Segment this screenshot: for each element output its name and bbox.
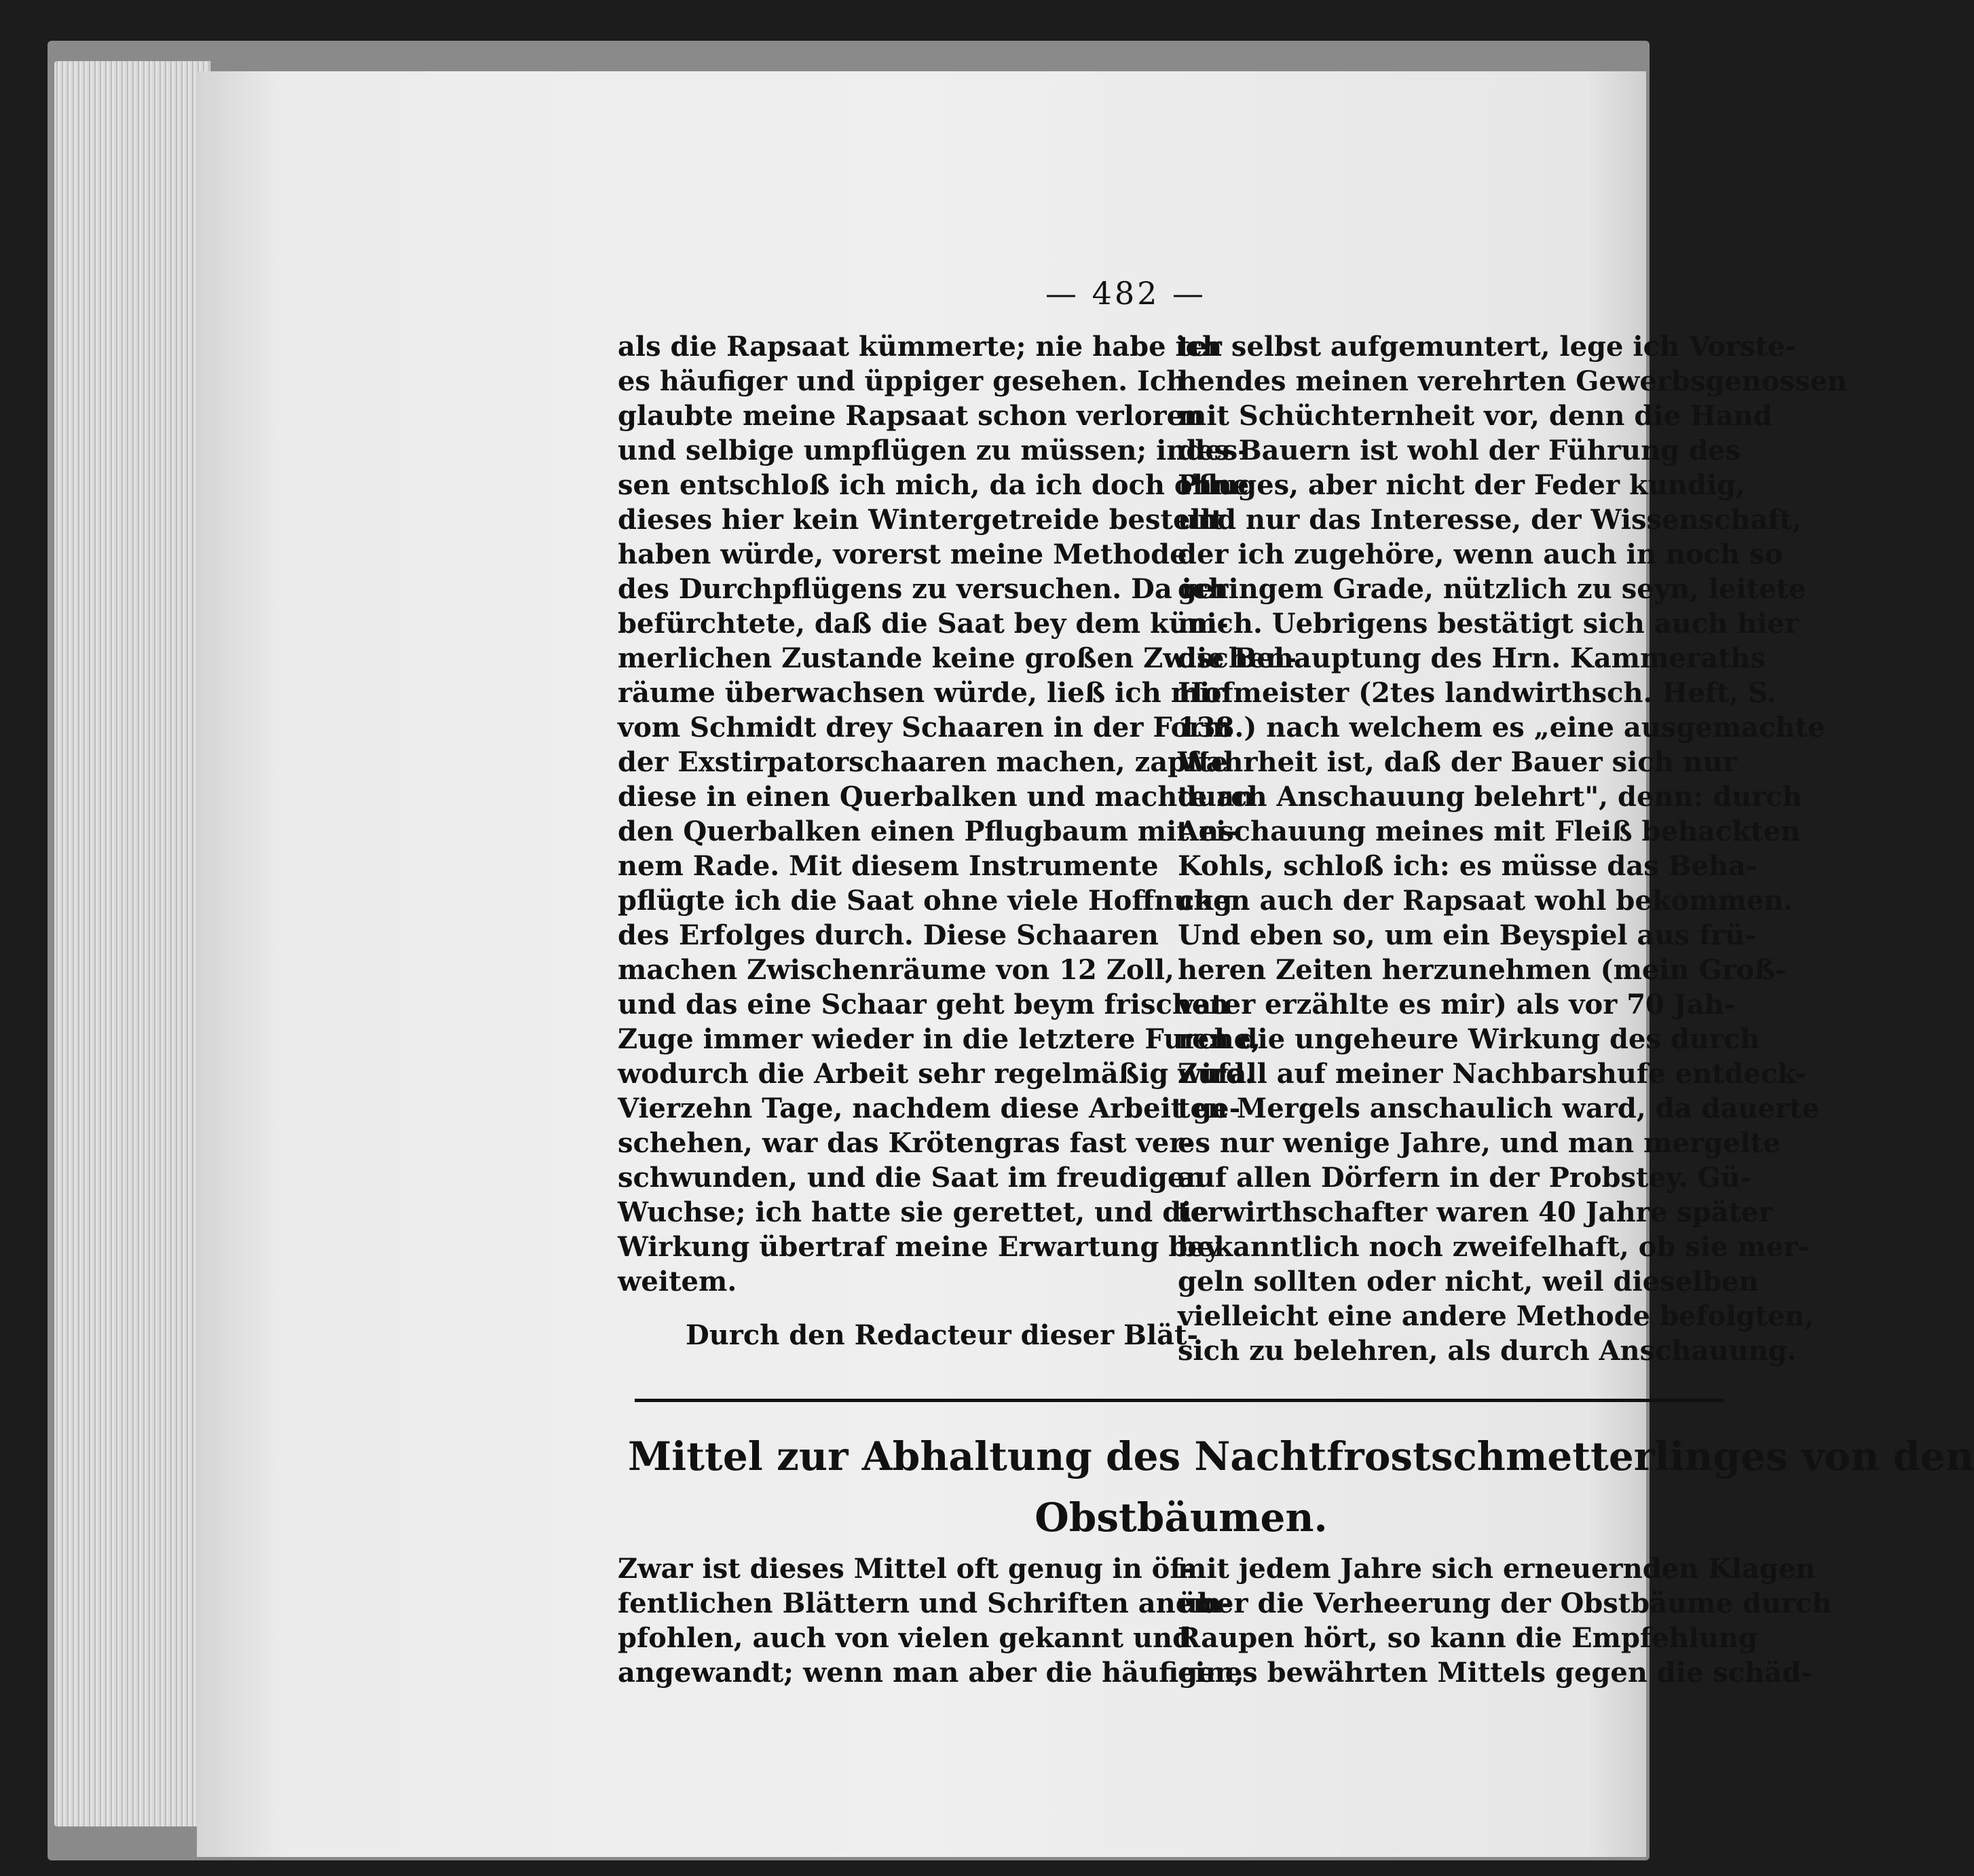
text-line: des Durchpflügens zu versuchen. Da ich (618, 573, 1229, 605)
text-line: 138.) nach welchem es „eine ausgemachte (1178, 712, 1825, 743)
text-line: hendes meinen verehrten Gewerbsgenossen (1178, 365, 1848, 397)
text-line: als die Rapsaat kümmerte; nie habe ich (618, 331, 1223, 363)
page-number: — 482 — (1045, 275, 1207, 312)
text-line: sen entschloß ich mich, da ich doch ohne (618, 469, 1250, 501)
text-line: vielleicht eine andere Methode befolgten, (1178, 1300, 1814, 1332)
text-line: glaubte meine Rapsaat schon verloren (618, 400, 1204, 432)
text-line: Wahrheit ist, daß der Bauer sich nur (1178, 746, 1737, 778)
page-edges (54, 61, 210, 1826)
text-line: eines bewährten Mittels gegen die schäd- (1178, 1657, 1812, 1689)
text-line: des Bauern ist wohl der Führung des (1178, 435, 1740, 466)
text-line: Pfluges, aber nicht der Feder kundig, (1178, 469, 1745, 501)
text-line: über die Verheerung der Obstbäume durch (1178, 1587, 1832, 1619)
text-line: Und eben so, um ein Beyspiel aus frü- (1178, 919, 1756, 951)
text-line: geringem Grade, nützlich zu seyn, leitete (1178, 573, 1806, 605)
text-line: Zuge immer wieder in die letztere Furche, (618, 1023, 1261, 1055)
text-line: vater erzählte es mir) als vor 70 Jah- (1178, 989, 1736, 1020)
text-line: pflügte ich die Saat ohne viele Hoffnung (618, 885, 1233, 917)
text-line: mich. Uebrigens bestätigt sich auch hier (1178, 608, 1799, 640)
text-line: schehen, war das Krötengras fast ver- (618, 1127, 1195, 1159)
text-line: Kohls, schloß ich: es müsse das Beha- (1178, 850, 1757, 882)
text-line: und selbige umpflügen zu müssen; indes- (618, 435, 1249, 466)
article-title-line: Mittel zur Abhaltung des Nachtfrostschmetterlinges von den (628, 1433, 1974, 1479)
text-line: Hofmeister (2tes landwirthsch. Heft, S. (1178, 677, 1776, 709)
text-line: mit jedem Jahre sich erneuernden Klagen (1178, 1553, 1816, 1585)
text-line: ter selbst aufgemuntert, lege ich Vorste- (1178, 331, 1797, 363)
editor-note: Durch den Redacteur dieser Blät- (686, 1319, 1199, 1351)
text-line: geln sollten oder nicht, weil dieselben (1178, 1266, 1759, 1298)
text-line: Raupen hört, so kann die Empfehlung (1178, 1622, 1757, 1654)
article-left-column (618, 1551, 1244, 1690)
text-line: weitem. (618, 1266, 737, 1298)
text-line: mit Schüchternheit vor, denn die Hand (1178, 400, 1772, 432)
text-line: Zufall auf meiner Nachbarshufe entdeck- (1178, 1058, 1806, 1090)
text-line: ren die ungeheure Wirkung des durch (1178, 1023, 1760, 1055)
text-line: der Exstirpatorschaaren machen, zapfte (618, 746, 1229, 778)
text-line: des Erfolges durch. Diese Schaaren (618, 919, 1159, 951)
article-title-line: Obstbäumen. (1035, 1494, 1328, 1541)
text-line: bekanntlich noch zweifelhaft, ob sie mer- (1178, 1231, 1809, 1263)
text-line: schwunden, und die Saat im freudigen (618, 1162, 1205, 1194)
text-line: cken auch der Rapsaat wohl bekommen. (1178, 885, 1793, 917)
text-line: befürchtete, daß die Saat bey dem küm- (618, 608, 1229, 640)
text-line: sich zu belehren, als durch Anschauung. (1178, 1335, 1797, 1367)
text-line: Anschauung meines mit Fleiß behackten (1178, 815, 1801, 847)
text-line: den Querbalken einen Pflugbaum mit ei- (618, 815, 1237, 847)
text-line: wodurch die Arbeit sehr regelmäßig wird. (618, 1058, 1254, 1090)
text-line: machen Zwischenräume von 12 Zoll, (618, 954, 1174, 986)
text-line: heren Zeiten herzunehmen (mein Groß- (1178, 954, 1787, 986)
left-column (618, 329, 1297, 1353)
text-line: die Behauptung des Hrn. Kammeraths (1178, 642, 1766, 674)
article-right-column (1178, 1551, 1832, 1690)
text-line: terwirthschafter waren 40 Jahre später (1178, 1196, 1773, 1228)
text-line: merlichen Zustande keine großen Zwischen- (618, 642, 1297, 674)
text-line: räume überwachsen würde, ließ ich mir (618, 677, 1225, 709)
text-line: nem Rade. Mit diesem Instrumente (618, 850, 1159, 882)
text-line: durch Anschauung belehrt", denn: durch (1178, 781, 1802, 813)
text-line: und nur das Interesse, der Wissenschaft, (1178, 504, 1802, 536)
text-line: angewandt; wenn man aber die häufigen, (618, 1657, 1244, 1689)
section-divider (635, 1399, 1724, 1402)
text-line: der ich zugehöre, wenn auch in noch so (1178, 538, 1783, 570)
text-line: es nur wenige Jahre, und man mergelte (1178, 1127, 1781, 1159)
text-line: es häufiger und üppiger gesehen. Ich (618, 365, 1187, 397)
text-line: dieses hier kein Wintergetreide bestellt (618, 504, 1224, 536)
article-title (628, 1426, 1974, 1548)
text-line: diese in einen Querbalken und machte an (618, 781, 1254, 813)
text-line: Zwar ist dieses Mittel oft genug in öf- (618, 1553, 1192, 1585)
text-line: Vierzehn Tage, nachdem diese Arbeit ge- (618, 1092, 1241, 1124)
text-line: ten Mergels anschaulich ward, da dauerte (1178, 1092, 1819, 1124)
text-line: vom Schmidt drey Schaaren in der Form (618, 712, 1232, 743)
text-line: Wirkung übertraf meine Erwartung bey (618, 1231, 1221, 1263)
text-line: auf allen Dörfern in der Probstey. Gü- (1178, 1162, 1752, 1194)
text-line: und das eine Schaar geht beym frischen (618, 989, 1229, 1020)
text-line: fentlichen Blättern und Schriften anem- (618, 1587, 1233, 1619)
text-line: Wuchse; ich hatte sie gerettet, und die (618, 1196, 1209, 1228)
text-line: haben würde, vorerst meine Methode (618, 538, 1187, 570)
page (197, 71, 1974, 1857)
right-column (1178, 329, 1848, 1368)
text-line: pfohlen, auch von vielen gekannt und (618, 1622, 1192, 1654)
